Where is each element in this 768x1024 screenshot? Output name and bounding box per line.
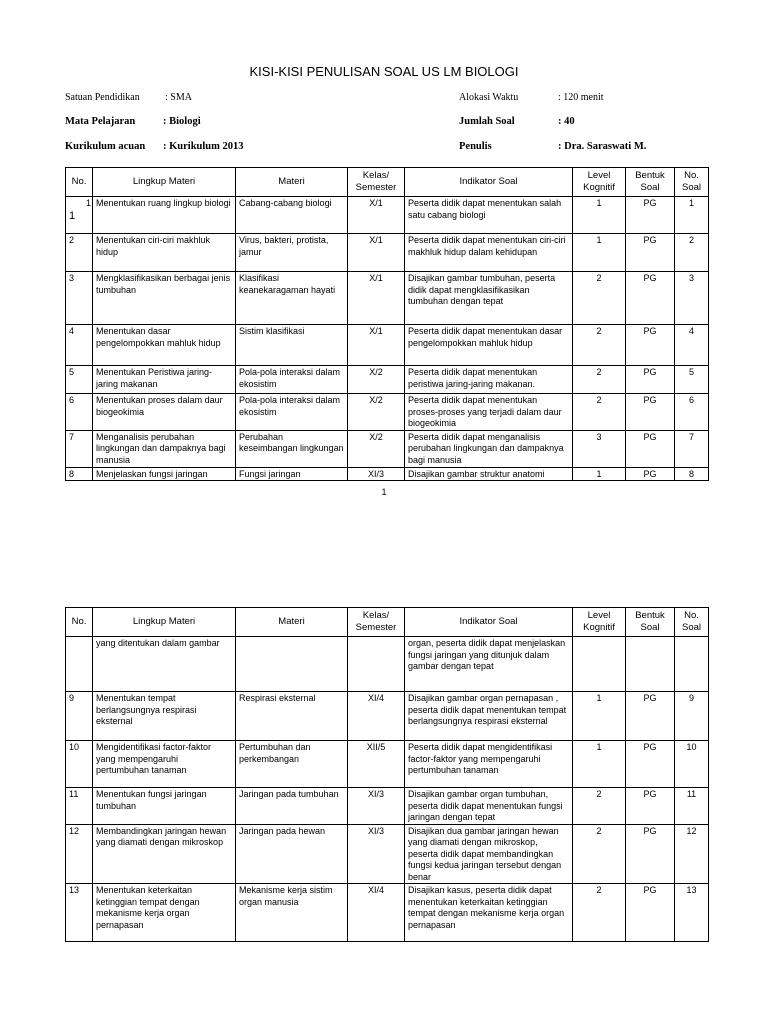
row-no: 12 [66, 824, 93, 884]
jumlah-value: : 40 [558, 116, 575, 127]
row-no: 8 [66, 467, 93, 481]
table-row [66, 884, 709, 942]
header-lingkup: Lingkup Materi [93, 608, 236, 637]
row-kelas: X/1 [348, 234, 405, 272]
row-lingkup: Mengklasifikasikan berbagai jenis tumbuhan [93, 272, 236, 325]
row-bentuk: PG [626, 741, 675, 788]
row-bentuk: PG [626, 197, 675, 234]
row-no: 13 [66, 884, 93, 942]
table-header-row [66, 608, 709, 637]
row-materi: Respirasi eksternal [236, 692, 348, 741]
row-materi: Pola-pola interaksi dalam ekosistim [236, 394, 348, 431]
header-level: Level Kognitif [573, 608, 626, 637]
row-level: 2 [573, 325, 626, 366]
kisi-table-page-1 [65, 167, 709, 481]
table-row [66, 234, 709, 272]
row-level: 1 [573, 234, 626, 272]
row-kelas: XI/4 [348, 692, 405, 741]
row-materi [236, 637, 348, 692]
row-bentuk: PG [626, 884, 675, 942]
table-header-row [66, 168, 709, 197]
header-kelas: Kelas/ Semester [348, 608, 405, 637]
header-indikator: Indikator Soal [405, 168, 573, 197]
row-no: 1 1 [66, 197, 93, 234]
row-indikator: Peserta didik dapat menentukan salah satu cabang biologi [405, 197, 573, 234]
table-row [66, 692, 709, 741]
row-bentuk: PG [626, 467, 675, 481]
row-indikator: Peserta didik dapat menentukan ciri-ciri makhluk hidup dalam kehidupan [405, 234, 573, 272]
row-lingkup: Menjelaskan fungsi jaringan [93, 467, 236, 481]
row-lingkup: Menentukan tempat berlangsungnya respirasi eksternal [93, 692, 236, 741]
row-bentuk [626, 637, 675, 692]
row-no: 5 [66, 366, 93, 394]
kisi-table-page-2 [65, 607, 709, 942]
table-row [66, 366, 709, 394]
mapel-label: Mata Pelajaran [65, 116, 136, 127]
header-no: No. [66, 608, 93, 637]
row-bentuk: PG [626, 788, 675, 825]
penulis-value: : Dra. Saraswati M. [558, 141, 647, 152]
header-nosoal: No. Soal [675, 608, 709, 637]
header-materi: Materi [236, 608, 348, 637]
row-level: 2 [573, 788, 626, 825]
kurikulum-label: Kurikulum acuan [65, 141, 146, 152]
row-lingkup: Menentukan keterkaitan ketinggian tempat dengan mekanisme kerja organ pernapasan [93, 884, 236, 942]
row-kelas: XII/5 [348, 741, 405, 788]
row-lingkup: Menentukan dasar pengelompokkan mahluk hidup [93, 325, 236, 366]
alokasi-value: : 120 menit [558, 92, 604, 103]
table-row [66, 637, 709, 692]
row-indikator: Disajikan gambar organ pernapasan , peserta didik dapat menentukan tempat berlangsungnya respirasi eksternal [405, 692, 573, 741]
table-row [66, 394, 709, 431]
row-indikator: Disajikan gambar tumbuhan, peserta didik dapat mengklasifikasikan tumbuhan dengan tepat [405, 272, 573, 325]
row-nosoal: 5 [675, 366, 709, 394]
table-row [66, 325, 709, 366]
row-nosoal: 2 [675, 234, 709, 272]
satuan-value: : SMA [165, 92, 192, 103]
row-materi: Fungsi jaringan [236, 467, 348, 481]
row-indikator: Disajikan kasus, peserta didik dapat menentukan keterkaitan ketinggian tempat dengan mekanisme kerja organ pernapasan [405, 884, 573, 942]
table-row [66, 430, 709, 467]
row-nosoal: 8 [675, 467, 709, 481]
row-lingkup: Menentukan fungsi jaringan tumbuhan [93, 788, 236, 825]
header-kelas: Kelas/ Semester [348, 168, 405, 197]
row-lingkup: Menentukan ruang lingkup biologi [93, 197, 236, 234]
row-indikator: Disajikan gambar struktur anatomi [405, 467, 573, 481]
row-materi: Cabang-cabang biologi [236, 197, 348, 234]
table-row [66, 272, 709, 325]
row-nosoal: 3 [675, 272, 709, 325]
row-kelas: XI/3 [348, 467, 405, 481]
satuan-label: Satuan Pendidikan [65, 92, 140, 103]
row-no: 6 [66, 394, 93, 431]
row-level: 2 [573, 824, 626, 884]
row-kelas: XI/4 [348, 884, 405, 942]
row-indikator: Disajikan dua gambar jaringan hewan yang diamati dengan mikroskop, peserta didik dapat membandingkan fungsi kedua jaringan tersebut dengan benar [405, 824, 573, 884]
row-level [573, 637, 626, 692]
row-bentuk: PG [626, 430, 675, 467]
row-nosoal: 10 [675, 741, 709, 788]
alokasi-label: Alokasi Waktu [459, 92, 519, 103]
row-bentuk: PG [626, 366, 675, 394]
table-row [66, 741, 709, 788]
header-materi: Materi [236, 168, 348, 197]
row-indikator: organ, peserta didik dapat menjelaskan fungsi jaringan yang ditunjuk dalam gambar dengan tepat [405, 637, 573, 692]
row-no: 7 [66, 430, 93, 467]
row-nosoal: 13 [675, 884, 709, 942]
row-materi: Jaringan pada hewan [236, 824, 348, 884]
row-no: 10 [66, 741, 93, 788]
row-level: 1 [573, 741, 626, 788]
row-lingkup: Menganalisis perubahan lingkungan dan dampaknya bagi manusia [93, 430, 236, 467]
table-row [66, 197, 709, 234]
row-lingkup: Menentukan proses dalam daur biogeokimia [93, 394, 236, 431]
row-nosoal [675, 637, 709, 692]
page-number: 1 [381, 487, 387, 497]
row-bentuk: PG [626, 394, 675, 431]
row-no: 3 [66, 272, 93, 325]
row-level: 1 [573, 467, 626, 481]
header-bentuk: Bentuk Soal [626, 168, 675, 197]
row-no: 9 [66, 692, 93, 741]
table-row [66, 824, 709, 884]
row-bentuk: PG [626, 692, 675, 741]
row-no [66, 637, 93, 692]
row-kelas: X/1 [348, 197, 405, 234]
row-materi: Perubahan keseimbangan lingkungan [236, 430, 348, 467]
row-materi: Jaringan pada tumbuhan [236, 788, 348, 825]
row-indikator: Peserta didik dapat menentukan peristiwa jaring-jaring makanan. [405, 366, 573, 394]
header-no: No. [66, 168, 93, 197]
row-indikator: Peserta didik dapat menentukan dasar pengelompokkan mahluk hidup [405, 325, 573, 366]
row-kelas [348, 637, 405, 692]
row-kelas: X/2 [348, 366, 405, 394]
row-lingkup: Mengidentifikasi factor-faktor yang mempengaruhi pertumbuhan tanaman [93, 741, 236, 788]
row-materi: Mekanisme kerja sistim organ manusia [236, 884, 348, 942]
row-lingkup: Membandingkan jaringan hewan yang diamati dengan mikroskop [93, 824, 236, 884]
row-level: 1 [573, 692, 626, 741]
row-materi: Virus, bakteri, protista, jamur [236, 234, 348, 272]
kurikulum-value: : Kurikulum 2013 [163, 141, 244, 152]
row-level: 2 [573, 366, 626, 394]
row-nosoal: 11 [675, 788, 709, 825]
page-title: KISI-KISI PENULISAN SOAL US LM BIOLOGI [249, 64, 519, 79]
mapel-value: : Biologi [163, 116, 201, 127]
row-bentuk: PG [626, 272, 675, 325]
row-bentuk: PG [626, 824, 675, 884]
row-nosoal: 12 [675, 824, 709, 884]
row-kelas: X/1 [348, 325, 405, 366]
row-lingkup: yang ditentukan dalam gambar [93, 637, 236, 692]
row-level: 1 [573, 197, 626, 234]
row-kelas: X/2 [348, 394, 405, 431]
row-no: 11 [66, 788, 93, 825]
row-materi: Sistim klasifikasi [236, 325, 348, 366]
row-level: 2 [573, 884, 626, 942]
row-level: 3 [573, 430, 626, 467]
row-nosoal: 1 [675, 197, 709, 234]
row-indikator: Peserta didik dapat mengidentifikasi factor-faktor yang mempengaruhi pertumbuhan tanaman [405, 741, 573, 788]
row-kelas: XI/3 [348, 788, 405, 825]
row-nosoal: 9 [675, 692, 709, 741]
row-nosoal: 7 [675, 430, 709, 467]
row-materi: Pola-pola interaksi dalam ekosistim [236, 366, 348, 394]
row-nosoal: 6 [675, 394, 709, 431]
row-no: 4 [66, 325, 93, 366]
header-nosoal: No. Soal [675, 168, 709, 197]
row-materi: Klasifikasi keanekaragaman hayati [236, 272, 348, 325]
header-bentuk: Bentuk Soal [626, 608, 675, 637]
row-kelas: X/1 [348, 272, 405, 325]
row-kelas: XI/3 [348, 824, 405, 884]
header-level: Level Kognitif [573, 168, 626, 197]
row-materi: Pertumbuhan dan perkembangan [236, 741, 348, 788]
row-no: 2 [66, 234, 93, 272]
row-indikator: Peserta didik dapat menentukan proses-proses yang terjadi dalam daur biogeokimia [405, 394, 573, 431]
row-indikator: Disajikan gambar organ tumbuhan, peserta didik dapat menentukan fungsi jaringan dengan tepat [405, 788, 573, 825]
table-row [66, 467, 709, 481]
penulis-label: Penulis [459, 141, 492, 152]
row-bentuk: PG [626, 325, 675, 366]
row-kelas: X/2 [348, 430, 405, 467]
row-indikator: Peserta didik dapat menganalisis perubahan lingkungan dan dampaknya bagi manusia [405, 430, 573, 467]
row-bentuk: PG [626, 234, 675, 272]
header-lingkup: Lingkup Materi [93, 168, 236, 197]
header-indikator: Indikator Soal [405, 608, 573, 637]
row-lingkup: Menentukan ciri-ciri makhluk hidup [93, 234, 236, 272]
jumlah-label: Jumlah Soal [459, 116, 515, 127]
row-nosoal: 4 [675, 325, 709, 366]
row-level: 2 [573, 272, 626, 325]
row-lingkup: Menentukan Peristiwa jaring-jaring makanan [93, 366, 236, 394]
row-level: 2 [573, 394, 626, 431]
table-row [66, 788, 709, 825]
